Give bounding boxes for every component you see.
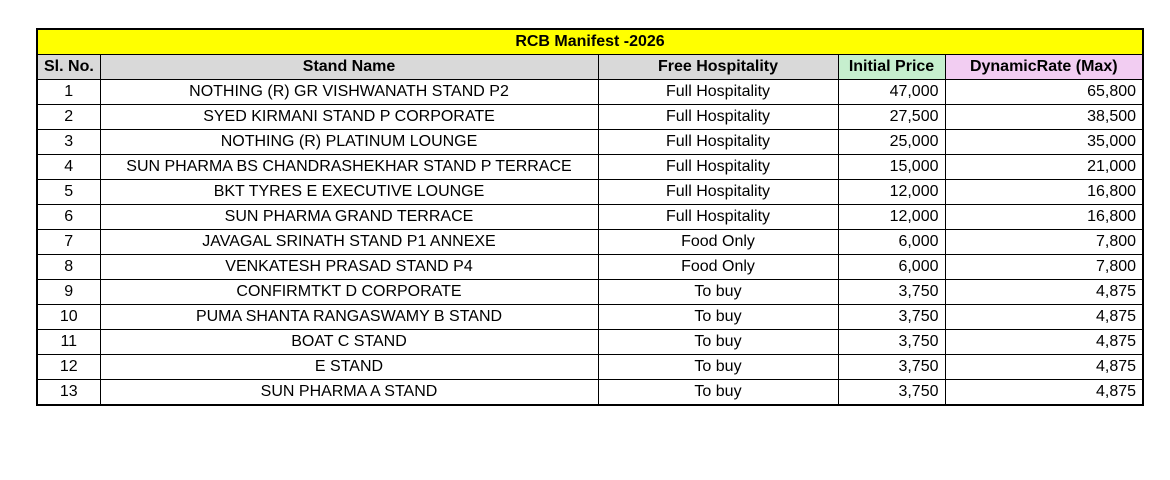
table-row [37,155,1143,180]
cell-stand-name: BOAT C STAND [100,330,598,355]
table-row [37,230,1143,255]
cell-stand-name: CONFIRMTKT D CORPORATE [100,280,598,305]
cell-stand-name: SYED KIRMANI STAND P CORPORATE [100,105,598,130]
cell-initial-price: 3,750 [838,305,945,330]
table-row [37,180,1143,205]
title-row [37,29,1143,55]
table-row [37,280,1143,305]
cell-dynamic-rate: 7,800 [945,255,1143,280]
table-row [37,380,1143,406]
cell-initial-price: 6,000 [838,255,945,280]
cell-initial-price: 12,000 [838,180,945,205]
cell-initial-price: 47,000 [838,80,945,105]
header-free-hospitality: Free Hospitality [598,55,838,80]
cell-dynamic-rate: 35,000 [945,130,1143,155]
cell-dynamic-rate: 38,500 [945,105,1143,130]
cell-dynamic-rate: 4,875 [945,330,1143,355]
cell-dynamic-rate: 21,000 [945,155,1143,180]
cell-free-hospitality: To buy [598,305,838,330]
cell-free-hospitality: To buy [598,380,838,406]
table-row [37,105,1143,130]
cell-sl-no: 2 [37,105,100,130]
cell-initial-price: 3,750 [838,330,945,355]
cell-sl-no: 11 [37,330,100,355]
cell-sl-no: 6 [37,205,100,230]
table-title: RCB Manifest -2026 [37,29,1143,55]
cell-sl-no: 10 [37,305,100,330]
cell-stand-name: NOTHING (R) GR VISHWANATH STAND P2 [100,80,598,105]
cell-dynamic-rate: 4,875 [945,305,1143,330]
cell-free-hospitality: Full Hospitality [598,105,838,130]
cell-stand-name: E STAND [100,355,598,380]
header-sl-no: Sl. No. [37,55,100,80]
cell-stand-name: JAVAGAL SRINATH STAND P1 ANNEXE [100,230,598,255]
cell-initial-price: 6,000 [838,230,945,255]
table-row [37,205,1143,230]
table-row [37,255,1143,280]
table-row [37,80,1143,105]
cell-initial-price: 3,750 [838,355,945,380]
cell-stand-name: NOTHING (R) PLATINUM LOUNGE [100,130,598,155]
cell-dynamic-rate: 4,875 [945,355,1143,380]
cell-initial-price: 3,750 [838,380,945,406]
cell-initial-price: 12,000 [838,205,945,230]
cell-sl-no: 1 [37,80,100,105]
cell-dynamic-rate: 4,875 [945,380,1143,406]
cell-free-hospitality: Full Hospitality [598,130,838,155]
cell-sl-no: 13 [37,380,100,406]
cell-stand-name: SUN PHARMA BS CHANDRASHEKHAR STAND P TERRACE [100,155,598,180]
cell-stand-name: SUN PHARMA GRAND TERRACE [100,205,598,230]
table-row [37,355,1143,380]
cell-initial-price: 3,750 [838,280,945,305]
cell-free-hospitality: Full Hospitality [598,155,838,180]
table-row [37,330,1143,355]
cell-dynamic-rate: 16,800 [945,205,1143,230]
cell-free-hospitality: Food Only [598,255,838,280]
header-row [37,55,1143,80]
cell-stand-name: VENKATESH PRASAD STAND P4 [100,255,598,280]
cell-sl-no: 9 [37,280,100,305]
cell-initial-price: 25,000 [838,130,945,155]
cell-free-hospitality: Full Hospitality [598,205,838,230]
cell-free-hospitality: To buy [598,355,838,380]
cell-free-hospitality: Food Only [598,230,838,255]
cell-stand-name: PUMA SHANTA RANGASWAMY B STAND [100,305,598,330]
cell-initial-price: 27,500 [838,105,945,130]
cell-sl-no: 3 [37,130,100,155]
cell-dynamic-rate: 16,800 [945,180,1143,205]
cell-sl-no: 4 [37,155,100,180]
cell-dynamic-rate: 7,800 [945,230,1143,255]
cell-stand-name: SUN PHARMA A STAND [100,380,598,406]
cell-free-hospitality: To buy [598,280,838,305]
header-stand-name: Stand Name [100,55,598,80]
cell-dynamic-rate: 65,800 [945,80,1143,105]
manifest-table [36,28,1144,406]
cell-sl-no: 7 [37,230,100,255]
table-row [37,130,1143,155]
cell-dynamic-rate: 4,875 [945,280,1143,305]
cell-sl-no: 12 [37,355,100,380]
cell-free-hospitality: Full Hospitality [598,80,838,105]
header-initial-price: Initial Price [838,55,945,80]
cell-free-hospitality: To buy [598,330,838,355]
table-row [37,305,1143,330]
header-dynamic-rate: DynamicRate (Max) [945,55,1143,80]
cell-sl-no: 5 [37,180,100,205]
cell-initial-price: 15,000 [838,155,945,180]
cell-sl-no: 8 [37,255,100,280]
cell-free-hospitality: Full Hospitality [598,180,838,205]
cell-stand-name: BKT TYRES E EXECUTIVE LOUNGE [100,180,598,205]
